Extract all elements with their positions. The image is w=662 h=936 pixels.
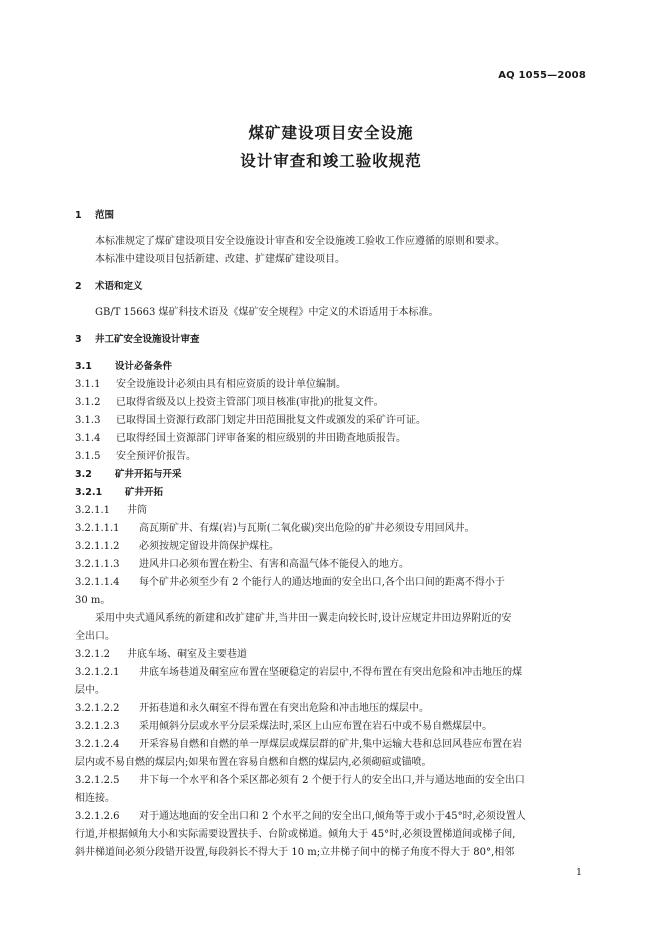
clause-3-2-1-2-6: 3.2.1.2.6 对于通达地面的安全出口和 2 个水平之间的安全出口,倾角等于或小于45°时,必须设置人 — [75, 811, 526, 822]
clause-3-2-1-1-3: 3.2.1.1.3 进风井口必须布置在粉尘、有害和高温气体不能侵入的地方。 — [75, 559, 409, 570]
page-number: 1 — [575, 867, 582, 878]
subsection-heading-3-1: 3.1 设计必备条件 — [75, 361, 173, 372]
paragraph-line: 全出口。 — [75, 631, 115, 642]
clause-3-1-2: 3.1.2 已取得省级及以上投资主管部门项目核准(审批)的批复文件。 — [75, 397, 384, 408]
paragraph-line: 本标准中建设项目包括新建、改建、扩建煤矿建设项目。 — [95, 254, 345, 265]
clause-3-2-1-1-4: 3.2.1.1.4 每个矿井必须至少有 2 个能行人的通达地面的安全出口,各个出口间的距离不得小于 — [75, 577, 505, 588]
standard-number: AQ 1055—2008 — [498, 70, 586, 81]
clause-3-2-1-2: 3.2.1.2 井底车场、硐室及主要巷道 — [75, 649, 247, 660]
document-title-line-2: 设计审查和竣工验收规范 — [240, 152, 422, 170]
clause-3-2-1-1: 3.2.1.1 井筒 — [75, 505, 147, 516]
clause-3-1-1: 3.1.1 安全设施设计必须由具有相应资质的设计单位编制。 — [75, 379, 346, 390]
section-heading-1: 1 范围 — [75, 210, 115, 221]
paragraph-line: 层中。 — [75, 685, 105, 696]
subsection-heading-3-2: 3.2 矿井开拓与开采 — [75, 469, 182, 480]
paragraph-line: 30 m。 — [75, 595, 111, 606]
section-heading-2: 2 术语和定义 — [75, 281, 143, 292]
clause-3-2-1-2-2: 3.2.1.2.2 开拓巷道和永久硐室不得布置在有突出危险和冲击地压的煤层中。 — [75, 703, 429, 714]
document-title-line-1: 煤矿建设项目安全设施 — [248, 124, 414, 142]
clause-3-2-1-2-4: 3.2.1.2.4 开采容易自燃和自燃的单一厚煤层或煤层群的矿井,集中运输大巷和总回风巷应布置在岩 — [75, 739, 523, 750]
paragraph-line: 层内或不易自燃的煤层内;如果布置在容易自燃和自燃的煤层内,必须砌碹或锚喷。 — [75, 757, 432, 768]
clause-3-2-1-2-3: 3.2.1.2.3 采用倾斜分层或水平分层采煤法时,采区上山应布置在岩石中或不易自燃煤层中。 — [75, 721, 493, 732]
section-heading-3: 3 井工矿安全设施设计审查 — [75, 334, 200, 345]
paragraph-line: GB/T 15663 煤矿科技术语及《煤矿安全规程》中定义的术语适用于本标准。 — [95, 307, 439, 318]
paragraph-line: 斜井梯道间必须分段错开设置,每段斜长不得大于 10 m;立井梯子间中的梯子角度不得大于 80°,相邻 — [75, 847, 515, 858]
clause-3-2-1-1-1: 3.2.1.1.1 高瓦斯矿井、有煤(岩)与瓦斯(二氧化碳)突出危险的矿井必须设专用回风井。 — [75, 523, 475, 534]
clause-3-1-4: 3.1.4 已取得经国土资源部门评审备案的相应级别的井田勘查地质报告。 — [75, 433, 406, 444]
subsection-heading-3-2-1: 3.2.1 矿井开拓 — [75, 487, 164, 498]
clause-3-2-1-2-5: 3.2.1.2.5 井下每一个水平和各个采区都必须有 2 个便于行人的安全出口,并与通达地面的安全出口 — [75, 775, 525, 786]
clause-3-2-1-1-2: 3.2.1.1.2 必须按规定留设井筒保护煤柱。 — [75, 541, 279, 552]
paragraph-line: 本标准规定了煤矿建设项目安全设施设计审查和安全设施竣工验收工作应遵循的原则和要求。 — [95, 236, 505, 247]
clause-3-1-5: 3.1.5 安全预评价报告。 — [75, 451, 196, 462]
paragraph-line: 采用中央式通风系统的新建和改扩建矿井,当井田一翼走向较长时,设计应规定井田边界附近的安 — [95, 613, 512, 624]
clause-3-2-1-2-1: 3.2.1.2.1 井底车场巷道及硐室应布置在坚硬稳定的岩层中,不得布置在有突出危险和冲击地压的煤 — [75, 667, 523, 678]
clause-3-1-3: 3.1.3 已取得国土资源行政部门划定井田范围批复文件或颁发的采矿许可证。 — [75, 415, 426, 426]
paragraph-line: 相连接。 — [75, 793, 115, 804]
paragraph-line: 行道,并根据倾角大小和实际需要设置扶手、台阶或梯道。倾角大于 45°时,必须设置梯道间或梯子间, — [75, 829, 516, 840]
